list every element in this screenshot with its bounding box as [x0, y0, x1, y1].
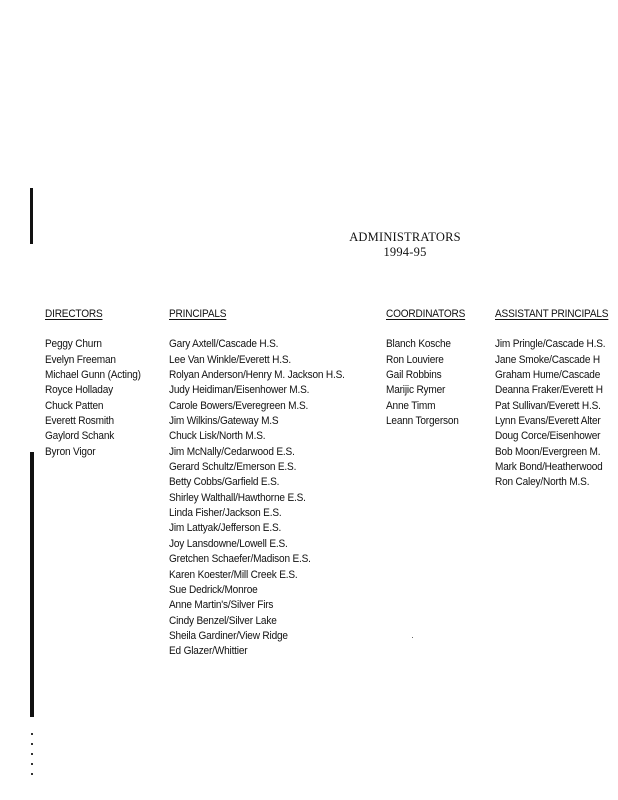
- administrator-name: Bob Moon/Evergreen M.: [495, 445, 601, 458]
- administrator-name: Ron Louviere: [386, 353, 444, 366]
- scan-edge-mark-bottom: [30, 452, 34, 717]
- document-header: [340, 230, 470, 260]
- administrator-name: Jim McNally/Cedarwood E.S.: [169, 445, 295, 458]
- assistant-principals-list: [495, 337, 608, 490]
- administrator-name: Doug Corce/Eisenhower: [495, 430, 601, 443]
- administrator-name: Gail Robbins: [386, 369, 442, 382]
- administrator-name: Leann Torgerson: [386, 415, 459, 428]
- administrator-name: Jim Pringle/Cascade H.S.: [495, 338, 606, 351]
- administrator-name: Rolyan Anderson/Henry M. Jackson H.S.: [169, 369, 345, 382]
- administrator-name: Lynn Evans/Everett Alter: [495, 415, 601, 428]
- administrator-name: Royce Holladay: [45, 384, 114, 397]
- administrator-name: Anne Martin's/Silver Firs: [169, 599, 274, 612]
- scan-speck: [412, 637, 413, 638]
- principals-column: [169, 307, 345, 660]
- administrator-name: Michael Gunn (Acting): [45, 369, 141, 382]
- administrator-name: Chuck Lisk/North M.S.: [169, 430, 266, 443]
- administrator-name: Everett Rosmith: [45, 415, 114, 428]
- administrator-name: Evelyn Freeman: [45, 353, 116, 366]
- directors-heading: DIRECTORS: [45, 308, 103, 320]
- administrator-name: Judy Heidiman/Eisenhower M.S.: [169, 384, 310, 397]
- assistant-principals-heading: ASSISTANT PRINCIPALS: [495, 308, 609, 320]
- administrator-name: Sue Dedrick/Monroe: [169, 583, 258, 596]
- principals-heading: PRINCIPALS: [169, 308, 227, 320]
- principals-list: [169, 337, 345, 659]
- administrator-name: Gretchen Schaefer/Madison E.S.: [169, 553, 311, 566]
- administrator-name: Betty Cobbs/Garfield E.S.: [169, 476, 280, 489]
- coordinators-heading: COORDINATORS: [386, 308, 466, 320]
- scan-edge-dots: [31, 733, 33, 778]
- administrator-name: Lee Van Winkle/Everett H.S.: [169, 353, 291, 366]
- scan-edge-mark-top: [30, 188, 33, 244]
- administrator-name: Gary Axtell/Cascade H.S.: [169, 338, 279, 351]
- directors-list: [45, 337, 141, 460]
- administrator-name: Mark Bond/Heatherwood: [495, 461, 603, 474]
- administrator-name: Blanch Kosche: [386, 338, 451, 351]
- administrator-name: Chuck Patten: [45, 399, 104, 412]
- administrator-name: Graham Hume/Cascade: [495, 369, 601, 382]
- administrator-name: Pat Sullivan/Everett H.S.: [495, 399, 601, 412]
- administrator-name: Ed Glazer/Whittier: [169, 645, 248, 658]
- administrator-name: Shirley Walthall/Hawthorne E.S.: [169, 491, 306, 504]
- administrator-name: Joy Lansdowne/Lowell E.S.: [169, 537, 288, 550]
- document-title: ADMINISTRATORS: [349, 230, 461, 244]
- assistant-principals-column: [495, 307, 608, 491]
- administrator-name: Sheila Gardiner/View Ridge: [169, 629, 288, 642]
- document-year: 1994-95: [383, 245, 427, 259]
- administrator-name: Jim Lattyak/Jefferson E.S.: [169, 522, 282, 535]
- administrator-name: Jim Wilkins/Gateway M.S: [169, 415, 279, 428]
- administrator-name: Karen Koester/Mill Creek E.S.: [169, 568, 298, 581]
- administrator-name: Linda Fisher/Jackson E.S.: [169, 507, 282, 520]
- administrator-name: Carole Bowers/Everegreen M.S.: [169, 399, 309, 412]
- coordinators-list: [386, 337, 465, 429]
- administrator-name: Byron Vigor: [45, 445, 96, 458]
- administrator-name: Jane Smoke/Cascade H: [495, 353, 600, 366]
- administrator-name: Cindy Benzel/Silver Lake: [169, 614, 277, 627]
- coordinators-column: [386, 307, 465, 429]
- administrator-name: Peggy Churn: [45, 338, 102, 351]
- administrator-name: Gerard Schultz/Emerson E.S.: [169, 461, 297, 474]
- directors-column: [45, 307, 141, 460]
- administrator-name: Anne Timm: [386, 399, 436, 412]
- administrator-name: Ron Caley/North M.S.: [495, 476, 590, 489]
- administrator-name: Marijic Rymer: [386, 384, 446, 397]
- administrator-name: Deanna Fraker/Everett H: [495, 384, 603, 397]
- administrator-name: Gaylord Schank: [45, 430, 115, 443]
